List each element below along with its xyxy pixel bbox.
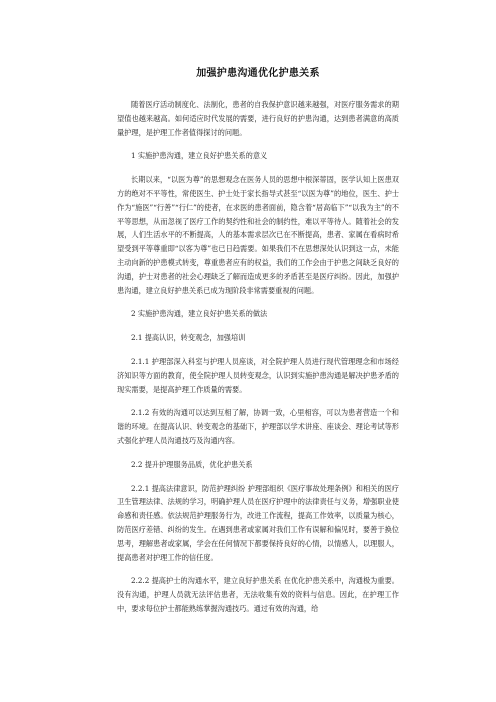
- section-2-1-2-paragraph: 2.1.2 有效的沟通可以达到互相了解，协调一致，心里相容，可以为患者营造一个和谐的环境。在提高认识、转变观念的基础下，护理部以学术讲座、座谈会、理论考试等形式强化护理人员沟通技巧及沟通内容。: [117, 408, 399, 445]
- section-2-2-1-paragraph: 2.2.1 提高法律意识，防范护理纠纷 护理部组织《医疗事故处理条例》和相关的医疗卫生管理法律、法规的学习，明确护理人员在医疗护理中的法律责任与义务，增强职业使命感和责任感。依法规范护理服务行为，改进工作流程，提高工作效率，以质量为核心，防范医疗差错、纠纷的发生。在遇到患者或家属对我们工作有误解和偏见时，要善于换位思考，理解患者或家属，学会在任何情况下都要保持良好的心情，以情感人，以理服人，提高患者对护理工作的信任度。: [117, 483, 399, 562]
- section-2-heading: 2 实施护患沟通，建立良好护患关系的做法: [131, 309, 268, 319]
- section-2-2-heading: 2.2 提升护理服务品质，优化护患关系: [131, 459, 253, 469]
- section-2-1-1-paragraph: 2.1.1 护理部深入科室与护理人员座谈，对全院护理人员进行现代管理理念和市场经济知识等方面的教育，使全院护理人员转变观念，认识到实施护患沟通是解决护患矛盾的现实需要，是提高护理工作质量的需要。: [117, 356, 399, 394]
- section-1-heading: 1 实施护患沟通，建立良好护患关系的意义: [131, 151, 268, 161]
- section-2-2-2-paragraph: 2.2.2 提高护士的沟通水平，建立良好护患关系 在优化护患关系中，沟通极为重要。没有沟通，护理人员就无法评估患者，无法收集有效的资料与信息。因此，在护理工作中，要求每位护士都能熟练掌握沟通技巧。通过有效的沟通，给: [117, 576, 399, 613]
- section-1-body: 长期以来，“以医为尊”的思想观念在医务人员的思想中根深蒂固，医学认知上医患双方的绝对不平等性，常使医生、护士处于家长指导式甚至“以医为尊”的地位，医生、护士作为“施医”“行善”“行仁”的使者，在求医的患者面前，隐含着“居高临下”“以我为主”的不平等思想，从而忽视了医疗工作的契约性和社会的制约性，难以平等待人。随着社会的发展，人们生活水平的不断提高，人的基本需求层次已在不断提高，患者、家属在看病时希望受到平等尊重即“以客为尊”也已日趋需要。如果我们不在思想深处认识到这一点，未能主动向新的护患模式转变，尊重患者应有的权益，我们的工作会由于护患之间缺乏良好的沟通，护士对患者的社会心理缺乏了解而造成更多的矛盾甚至是医疗纠纷。因此，加强护患沟通，建立良好护患关系已成为现阶段非常需要重视的问题。: [117, 175, 399, 295]
- section-2-1-heading: 2.1 提高认识，转变观念，加强培训: [131, 333, 246, 343]
- document-title: 加强护患沟通优化护患关系: [196, 68, 320, 79]
- intro-paragraph: 随着医疗活动制度化、法制化，患者的自我保护意识越来越强，对医疗服务需求的期望值也越来越高。如何适应时代发展的需要，进行良好的护患沟通，达到患者满意的高质量护理，是护理工作者值得探讨的问题。: [117, 100, 399, 137]
